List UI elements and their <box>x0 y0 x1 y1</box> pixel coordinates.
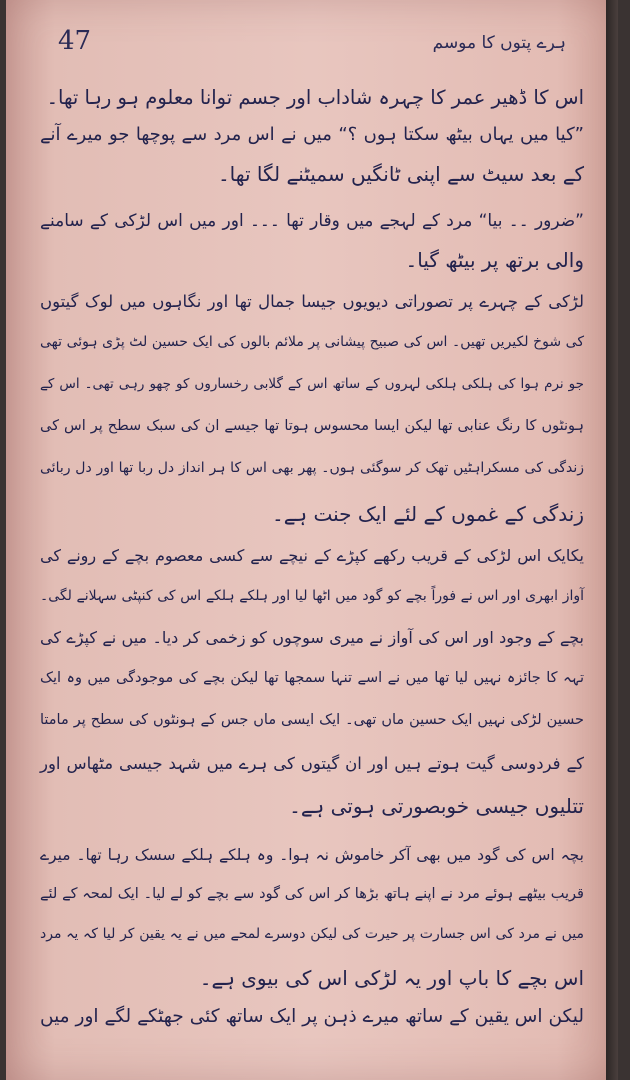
text-line: کے بعد سیٹ سے اپنی ٹانگیں سمیٹنے لگا تھا۔ <box>217 162 584 186</box>
text-line: تتلیوں جیسی خوبصورتی ہوتی ہے۔ <box>289 794 584 818</box>
text-line: زندگی کے غموں کے لئے ایک جنت ہے۔ <box>271 502 584 526</box>
text-line: جو نرم ہوا کی ہلکی ہلکی لہروں کے ساتھ اس کے گلابی رخساروں کو چھو رہی تھی۔ اس کے <box>40 376 584 392</box>
text-line: یکایک اس لڑکی کے قریب رکھے کپڑے کے نیچے سے کسی معصوم بچے کے رونے کی <box>40 546 584 565</box>
book-page <box>6 0 618 1080</box>
text-line: لیکن اس یقین کے ساتھ میرے ذہن پر ایک ساتھ کئی جھٹکے لگے اور میں <box>40 1006 584 1027</box>
text-line: بچہ اس کی گود میں بھی آکر خاموش نہ ہوا۔ وہ ہلکے ہلکے سسک رہا تھا۔ میرے <box>40 846 584 864</box>
text-line: بچے کے وجود اور اس کی آواز نے میری سوچوں کو زخمی کر دیا۔ میں نے کپڑے کی <box>40 628 584 647</box>
text-line: کے فردوسی گیت ہوتے ہیں اور ان گیتوں کی ہرے میں شہد جیسی مٹھاس اور <box>40 754 584 773</box>
running-header: ہرے پتوں کا موسم <box>432 33 566 53</box>
text-line: حسین لڑکی نہیں ایک حسین ماں تھی۔ ایک ایسی ماں جس کے ہونٹوں کی سطح پر مامتا <box>40 712 584 728</box>
text-line: اس بچے کا باپ اور یہ لڑکی اس کی بیوی ہے۔ <box>199 966 584 990</box>
text-line: والی برتھ پر بیٹھ گیا۔ <box>405 248 584 272</box>
text-line: قریب بیٹھے ہوئے مرد نے اپنے ہاتھ بڑھا کر اس کی گود سے بچے کو لے لیا۔ ایک لمحہ کے لئے <box>40 886 584 902</box>
page-number: 47 <box>58 26 92 56</box>
text-line: اس کا ڈھیر عمر کا چہرہ شاداب اور جسم توانا معلوم ہو رہا تھا۔ <box>46 86 584 109</box>
text-line: ہونٹوں کا رنگ عنابی تھا لیکن ایسا محسوس ہوتا تھا جیسے ان کی سبک سطح پر اس کی <box>40 418 584 434</box>
text-line: زندگی کی مسکراہٹیں تھک کر سوگئی ہوں۔ پھر بھی اس کا ہر انداز دل ربا تھا اور دل ربائی <box>40 460 584 476</box>
text-line: آواز ابھری اور اس نے فوراً بچے کو گود میں اٹھا لیا اور ہلکے ہلکے اس کی کنپٹی سہلانے لگی۔ <box>40 588 584 604</box>
book-spine <box>606 0 618 1080</box>
text-line: ”کیا میں یہاں بیٹھ سکتا ہوں ؟“ میں نے اس مرد سے پوچھا جو میرے آنے <box>40 124 584 145</box>
text-line: لڑکی کے چہرے پر تصوراتی دیویوں جیسا جمال تھا اور نگاہوں میں لوک گیتوں <box>40 292 584 311</box>
text-line: ”ضرور ۔۔ بیا“ مرد کے لہجے میں وقار تھا ۔۔۔ اور میں اس لڑکی کے سامنے <box>40 211 584 231</box>
text-line: کی شوخ لکیریں تھیں۔ اس کی صبیح پیشانی پر ملائم بالوں کی ایک حسین لٹ پڑی ہوئی تھی <box>40 334 584 350</box>
text-line: تہہ کا جائزہ نہیں لیا تھا میں نے اسے تنہا سمجھا تھا لیکن بچے کی موجودگی میں وہ ایک <box>40 670 584 686</box>
text-line: میں نے مرد کی اس جسارت پر حیرت کی لیکن دوسرے لمحے میں نے یہ یقین کر لیا کہ یہ مرد <box>40 926 584 942</box>
